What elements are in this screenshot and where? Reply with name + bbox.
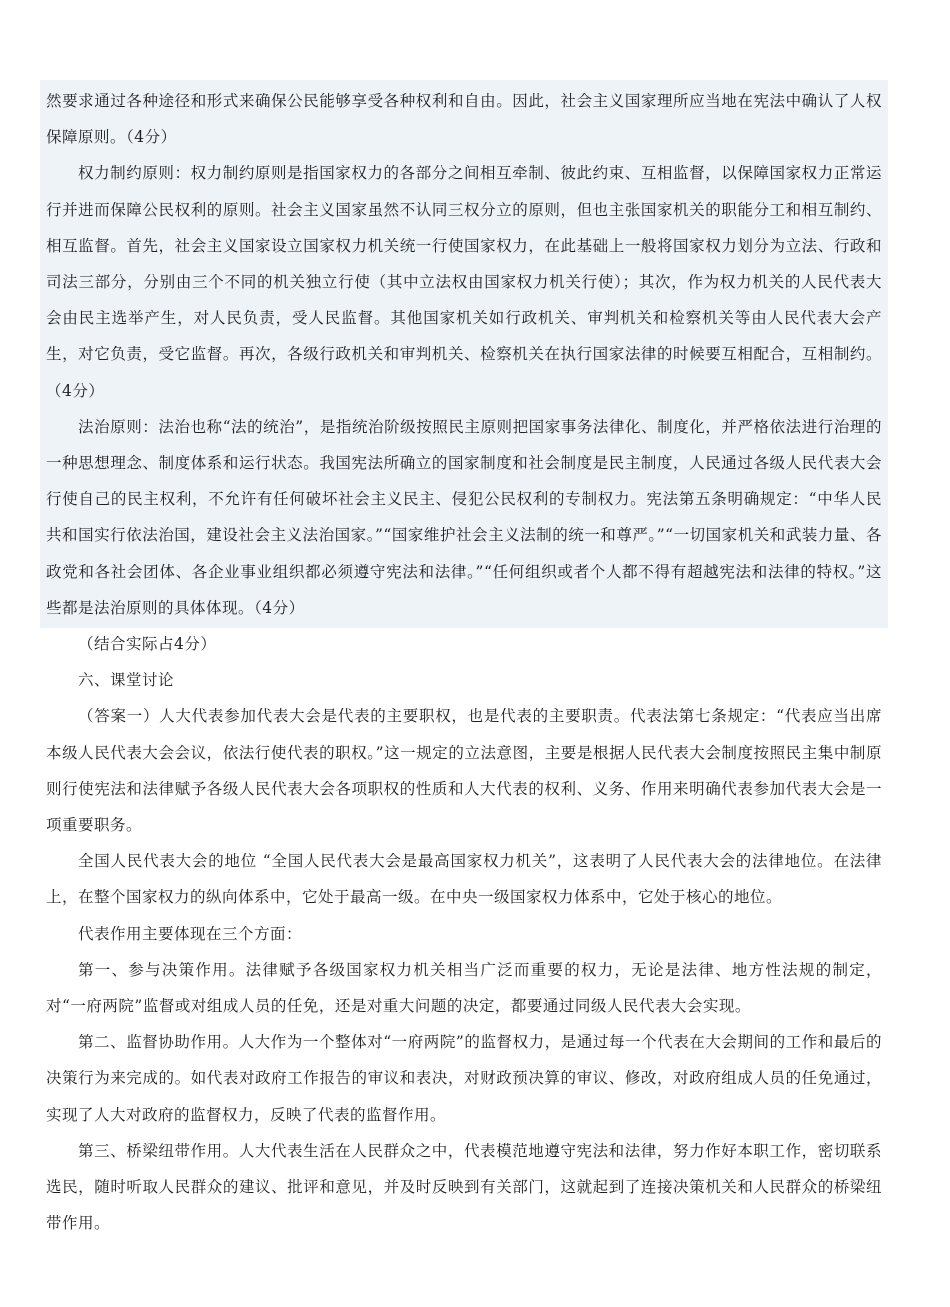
paragraph-power-restriction: 权力制约原则：权力制约原则是指国家权力的各部分之间相互牵制、彼此约束、互相监督，以保障国家权力正常运行并进而保障公民权利的原则。社会主义国家虽然不认同三权分立的原则，但也主张国家机关的职能分工和相互制约、相互监督。首先，社会主义国家设立国家权力机关统一行使国家权力，在此基础上一般将国家权力划分为立法、行政和司法三部分，分别由三个不同的机关独立行使（其中立法权由国家权力机关行使）；其次，作为权力机关的人民代表大会由民主选举产生，对人民负责，受人民监督。其他国家机关如行政机关、审判机关和检察机关等由人民代表大会产生，对它负责，受它监督。再次，各级行政机关和审判机关、检察机关在执行国家法律的时候要互相配合，互相制约。（4分） — [46, 164, 882, 400]
section-heading-discussion: 六、课堂讨论 — [78, 671, 175, 690]
paragraph-rule-of-law: 法治原则：法治也称“法的统治”，是指统治阶级按照民主原则把国家事务法律化、制度化，并严格依法进行治理的一种思想理念、制度体系和运行状态。我国宪法所确立的国家制度和社会制度是民主制度，人民通过各级人民代表大会行使自己的民主权利，不允许有任何破坏社会主义民主、侵犯公民权利的专制权力。宪法第五条明确规定：“中华人民共和国实行依法治国，建设社会主义法治国家。”“国家维护社会主义法制的统一和尊严。”“一切国家机关和武装力量、各政党和各社会团体、各企业事业组织都必须遵守宪法和法律。”“任何组织或者个人都不得有超越宪法和法律的特权。”这些都是法治原则的具体体现。（4分） — [46, 417, 882, 617]
paragraph-human-rights-cont: 然要求通过各种途径和形式来确保公民能够享受各种权利和自由。因此，社会主义国家理所应当地在宪法中确认了人权保障原则。（4分） — [46, 92, 882, 147]
document-body — [46, 83, 882, 1242]
paragraph-score-note: （结合实际占4分） — [78, 635, 217, 654]
paragraph-npc-status: 全国人民代表大会的地位 “全国人民代表大会是最高国家权力机关”，这表明了人民代表大会的法律地位。在法律上，在整个国家权力的纵向体系中，它处于最高一级。在中央一级国家权力体系中，它处于核心的地位。 — [46, 852, 882, 907]
paragraph-role-bridge: 第三、桥梁纽带作用。人大代表生活在人民群众之中，代表模范地遵守宪法和法律，努力作好本职工作，密切联系选民，随时听取人民群众的建议、批评和意见，并及时反映到有关部门，这就起到了连接决策机关和人民群众的桥梁纽带作用。 — [46, 1141, 882, 1233]
paragraph-deputy-roles-intro: 代表作用主要体现在三个方面： — [78, 924, 303, 943]
paragraph-role-decision: 第一、参与决策作用。法律赋予各级国家权力机关相当广泛而重要的权力，无论是法律、地方性法规的制定，对“一府两院”监督或对组成人员的任免，还是对重大问题的决定，都要通过同级人民代表大会实现。 — [46, 960, 882, 1016]
paragraph-answer-one: （答案一）人大代表参加代表大会是代表的主要职权，也是代表的主要职责。代表法第七条规定：“代表应当出席本级人民代表大会会议，依法行使代表的职权。”这一规定的立法意图，主要是根据人民代表大会制度按照民主集中制原则行使宪法和法律赋予各级人民代表大会各项职权的性质和人大代表的权利、义务、作用来明确代表参加代表大会是一项重要职务。 — [46, 707, 882, 835]
paragraph-role-supervision: 第二、监督协助作用。人大作为一个整体对“一府两院”的监督权力，是通过每一个代表在大会期间的工作和最后的决策行为来完成的。如代表对政府工作报告的审议和表决，对财政预决算的审议、修改，对政府组成人员的任免通过，实现了人大对政府的监督权力，反映了代表的监督作用。 — [46, 1033, 882, 1124]
